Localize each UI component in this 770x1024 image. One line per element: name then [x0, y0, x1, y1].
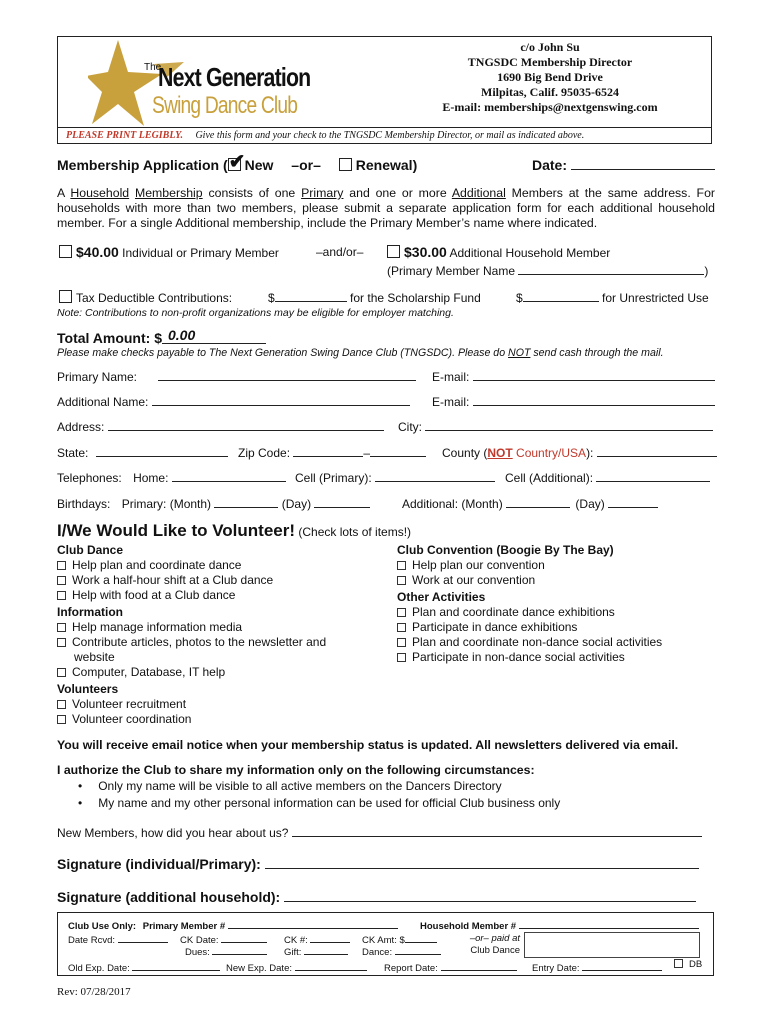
household-text: A — [57, 186, 71, 200]
new-checkbox[interactable] — [228, 151, 246, 173]
revision-date: Rev: 07/28/2017 — [57, 986, 131, 998]
ck-amt-input[interactable] — [405, 933, 437, 943]
checkbox[interactable] — [397, 638, 406, 647]
additional-name-field — [57, 394, 410, 409]
club-dance-label: Club Dance — [470, 945, 520, 956]
dance — [362, 945, 441, 958]
birthdays-field — [57, 496, 370, 511]
checkbox[interactable] — [57, 715, 66, 724]
email-notice: You will receive email notice when your membership status is updated. All newsletters delivered via email. — [57, 738, 679, 752]
dues-label: Dues: — [185, 947, 210, 958]
report-date-input[interactable] — [441, 961, 517, 971]
scholarship-label: for the Scholarship Fund — [350, 291, 481, 305]
item-label: Volunteer coordination — [72, 712, 192, 726]
home-label: Home: — [133, 471, 169, 485]
additional-fee-checkbox[interactable] — [387, 245, 400, 258]
authorize-text: I authorize the Club to share my information only on the following circumstances: — [57, 763, 535, 777]
authorize-bullet — [78, 796, 560, 810]
checkbox[interactable] — [397, 561, 406, 570]
checkbox[interactable] — [57, 668, 66, 677]
checkbox[interactable] — [397, 623, 406, 632]
old-exp-input[interactable] — [132, 961, 220, 971]
additional-birthday-field — [402, 496, 658, 511]
item-label: Work at our convention — [412, 573, 536, 587]
primary-fee-checkbox[interactable] — [59, 245, 72, 258]
additional-name-label: Additional Name: — [57, 395, 149, 409]
primary-email-input[interactable] — [473, 369, 715, 381]
bullet-text: My name and my other personal information can be used for official Club business only — [98, 796, 561, 810]
household-paragraph — [57, 186, 715, 231]
checkmark-icon: ✔ — [228, 151, 246, 173]
paid-at-club — [456, 933, 520, 957]
primary-email-field — [432, 369, 715, 384]
list-item[interactable] — [57, 620, 357, 635]
additional-day-input[interactable] — [608, 496, 658, 508]
household-text: Members at the same address. For households with more than two members, please submit a separate application form for each additional household member. For a single Additional membership, include the Primary Member’s name where indicated. — [57, 186, 716, 230]
new-exp-label: New Exp. Date: — [226, 963, 292, 974]
primary-fee-label: Individual or Primary Member — [122, 246, 279, 260]
new-exp — [226, 961, 367, 974]
total-amount — [57, 327, 266, 347]
date-rcvd — [68, 933, 168, 946]
state-label: State: — [57, 446, 89, 460]
primary-month-input[interactable] — [214, 496, 278, 508]
mailing-address — [420, 40, 680, 115]
item-label: Participate in dance exhibitions — [412, 620, 578, 634]
list-item[interactable] — [57, 665, 357, 680]
signature-additional — [57, 889, 696, 905]
list-item[interactable] — [397, 635, 717, 650]
new-exp-input[interactable] — [295, 961, 367, 971]
club-use-label: Club Use Only: — [68, 921, 137, 932]
cell-primary-label: Cell (Primary): — [295, 471, 372, 485]
report-date — [384, 961, 517, 974]
item-label: Volunteer recruitment — [72, 697, 187, 711]
additional-email-field — [432, 394, 715, 409]
signature-primary-label: Signature (individual/Primary): — [57, 856, 261, 872]
cell-additional-input[interactable] — [596, 470, 710, 482]
telephones-label: Telephones: — [57, 471, 122, 485]
tax-contributions — [59, 290, 232, 305]
bullet-icon: • — [78, 779, 83, 793]
how-hear-field — [57, 825, 702, 840]
primary-member-name-input[interactable] — [518, 263, 704, 275]
primary-member-name-label: (Primary Member Name — [387, 264, 516, 278]
header-divider — [57, 127, 712, 128]
list-item[interactable] — [397, 558, 717, 573]
primary-name-field — [57, 369, 416, 384]
ck-num-label: CK #: — [284, 935, 308, 946]
ck-date-label: CK Date: — [180, 935, 219, 946]
db-checkbox[interactable] — [674, 959, 683, 968]
paid-at-box[interactable] — [524, 932, 700, 958]
item-label: Work a half-hour shift at a Club dance — [72, 573, 274, 587]
additional-price: $30.00 — [404, 244, 447, 260]
state-field — [57, 445, 228, 460]
address-input[interactable] — [108, 419, 384, 431]
report-date-label: Report Date: — [384, 963, 438, 974]
additional-email-input[interactable] — [473, 394, 715, 406]
list-item[interactable] — [57, 558, 357, 573]
volunteer-heading — [57, 521, 411, 541]
or-label: –or– — [291, 157, 321, 173]
list-item[interactable] — [57, 588, 357, 603]
primary-member-name — [387, 263, 708, 278]
checkbox[interactable] — [57, 561, 66, 570]
club-use-row — [68, 919, 398, 932]
dollar-sign: $ — [516, 291, 523, 305]
list-item[interactable] — [57, 635, 364, 665]
address-field — [57, 419, 384, 434]
convention-heading: Club Convention (Boogie By The Bay) — [397, 543, 614, 557]
logo — [88, 38, 338, 130]
scholarship-field — [268, 290, 481, 305]
date-input[interactable] — [571, 158, 715, 170]
entry-date-input[interactable] — [582, 961, 662, 971]
membership-word: Membership — [134, 186, 203, 200]
old-exp — [68, 961, 220, 974]
tax-label: Tax Deductible Contributions: — [76, 291, 233, 305]
county-field — [442, 445, 717, 460]
volunteer-left-column — [57, 543, 357, 727]
dance-input[interactable] — [395, 945, 441, 955]
volunteer-subtitle: (Check lots of items!) — [298, 525, 412, 539]
total-label: Total Amount: $ — [57, 330, 162, 346]
print-legibly: PLEASE PRINT LEGIBLY. — [66, 130, 183, 141]
household-member-label: Household Member # — [420, 921, 517, 932]
authorize-bullet — [78, 779, 502, 793]
primary-member-input[interactable] — [228, 919, 398, 929]
cell-additional-label: Cell (Additional): — [505, 471, 594, 485]
signature-primary — [57, 856, 699, 872]
logo-line2: Swing Dance Club — [152, 92, 298, 119]
gift-label: Gift: — [284, 947, 302, 958]
city-label: City: — [398, 420, 422, 434]
how-hear-label: New Members, how did you hear about us? — [57, 826, 289, 840]
checks-note — [57, 347, 664, 359]
item-label: Computer, Database, IT help — [72, 665, 226, 679]
checkbox[interactable] — [397, 653, 406, 662]
list-item[interactable] — [397, 650, 717, 665]
unrestricted-input[interactable] — [523, 290, 599, 302]
new-label: New — [244, 157, 274, 173]
checkbox[interactable] — [57, 576, 66, 585]
dollar-sign: $ — [268, 291, 275, 305]
zip-ext-input[interactable] — [370, 445, 426, 457]
list-item[interactable] — [397, 573, 717, 588]
or-paid-label: –or– paid at — [469, 933, 520, 944]
checkbox[interactable] — [57, 700, 66, 709]
item-label: Help plan and coordinate dance — [72, 558, 242, 572]
logo-line1: Next Generation — [158, 62, 311, 92]
close-paren: ) — [704, 264, 709, 278]
instructions: Give this form and your check to the TNGSDC Membership Director, or mail as indicated above. — [195, 130, 585, 141]
ck-num-input[interactable] — [310, 933, 350, 943]
date-rcvd-label: Date Rcvd: — [68, 935, 115, 946]
list-item[interactable] — [397, 605, 717, 620]
address-line: c/o John Su — [520, 40, 580, 54]
additional-fee — [387, 244, 610, 260]
item-label: Help manage information media — [72, 620, 243, 634]
day-label: (Day) — [281, 497, 312, 511]
household-word: Household — [70, 186, 130, 200]
date-label: Date: — [532, 157, 568, 173]
checkbox[interactable] — [57, 623, 66, 632]
title-text: Membership Application ( — [57, 157, 228, 173]
address-line: 1690 Big Bend Drive — [497, 70, 603, 84]
telephones-field — [57, 470, 286, 485]
gift — [284, 945, 348, 958]
dance-label: Dance: — [362, 947, 393, 958]
club-use-box — [57, 912, 714, 976]
db-label: DB — [689, 959, 703, 970]
print-instructions — [66, 130, 584, 141]
club-dance-heading: Club Dance — [57, 543, 124, 557]
primary-price: $40.00 — [76, 244, 119, 260]
dues — [185, 945, 267, 958]
application-title — [57, 151, 418, 173]
ck-date-input[interactable] — [221, 933, 267, 943]
zip-label: Zip Code: — [238, 446, 291, 460]
county-country: Country/USA — [512, 446, 587, 460]
additional-fee-label: Additional Household Member — [449, 246, 611, 260]
household-text: consists of one — [202, 186, 302, 200]
old-exp-label: Old Exp. Date: — [68, 963, 130, 974]
bullet-icon: • — [78, 796, 83, 810]
db-field — [674, 959, 702, 970]
entry-date-label: Entry Date: — [532, 963, 580, 974]
total-value[interactable]: 0.00 — [162, 327, 266, 344]
email-label: E-mail: — [432, 370, 470, 384]
additional-month-label: Additional: (Month) — [402, 497, 503, 511]
checkbox[interactable] — [57, 591, 66, 600]
item-label: Help with food at a Club dance — [72, 588, 236, 602]
item-label: Help plan our convention — [412, 558, 545, 572]
signature-primary-input[interactable] — [265, 857, 699, 869]
cell-additional-field — [505, 470, 710, 485]
item-label: Contribute articles, photos to the newsletter and website — [72, 635, 327, 664]
gift-input[interactable] — [304, 945, 348, 955]
information-heading: Information — [57, 605, 123, 619]
primary-month-label: Primary: (Month) — [121, 497, 212, 511]
household-member-input[interactable] — [519, 919, 699, 929]
volunteer-title: I/We Would Like to Volunteer! — [57, 521, 296, 540]
unrestricted-label: for Unrestricted Use — [602, 291, 709, 305]
primary-name-label: Primary Name: — [57, 370, 138, 384]
employer-note: Note: Contributions to non-profit organizations may be eligible for employer matching. — [57, 307, 454, 319]
checks-text: Please make checks payable to The Next Generation Swing Dance Club (TNGSDC). Please do — [57, 347, 509, 359]
zip-dash: – — [363, 446, 371, 460]
additional-name-input[interactable] — [152, 394, 410, 406]
dues-input[interactable] — [212, 945, 267, 955]
state-input[interactable] — [96, 445, 228, 457]
item-label: Plan and coordinate dance exhibitions — [412, 605, 615, 619]
ck-amt-label: CK Amt: $ — [362, 935, 405, 946]
signature-additional-input[interactable] — [284, 890, 696, 902]
email-label: E-mail: — [432, 395, 470, 409]
county-label-end: ): — [586, 446, 594, 460]
how-hear-input[interactable] — [292, 825, 702, 837]
tax-checkbox[interactable] — [59, 290, 72, 303]
birthdays-label: Birthdays: — [57, 497, 111, 511]
checkbox[interactable] — [397, 608, 406, 617]
list-item[interactable] — [57, 697, 357, 712]
renewal-checkbox[interactable] — [339, 158, 352, 171]
home-phone-input[interactable] — [172, 470, 286, 482]
checks-not: NOT — [508, 347, 531, 359]
checkbox[interactable] — [57, 638, 66, 647]
county-label: County ( — [442, 446, 488, 460]
primary-member-label: Primary Member # — [142, 921, 226, 932]
renewal-label: Renewal) — [355, 157, 418, 173]
scholarship-input[interactable] — [275, 290, 347, 302]
entry-date — [532, 961, 662, 974]
signature-additional-label: Signature (additional household): — [57, 889, 281, 905]
additional-month-input[interactable] — [506, 496, 570, 508]
other-activities-heading: Other Activities — [397, 590, 486, 604]
city-input[interactable] — [425, 419, 713, 431]
county-input[interactable] — [597, 445, 717, 457]
address-line: TNGSDC Membership Director — [467, 55, 633, 69]
volunteers-heading: Volunteers — [57, 682, 119, 696]
day-label: (Day) — [575, 497, 605, 511]
cell-primary-input[interactable] — [375, 470, 495, 482]
item-label: Participate in non-dance social activities — [412, 650, 625, 664]
city-field — [398, 419, 713, 434]
bullet-text: Only my name will be visible to all active members on the Dancers Directory — [98, 779, 502, 793]
checks-text: send cash through the mail. — [530, 347, 664, 359]
date-field — [532, 157, 715, 173]
volunteer-right-column — [397, 543, 717, 665]
date-rcvd-input[interactable] — [118, 933, 168, 943]
primary-day-input[interactable] — [314, 496, 370, 508]
county-not: NOT — [487, 446, 513, 460]
unrestricted-field — [516, 290, 709, 305]
logo-the: The — [144, 62, 162, 73]
primary-name-input[interactable] — [158, 369, 416, 381]
primary-word: Primary — [301, 186, 344, 200]
item-label: Plan and coordinate non-dance social activities — [412, 635, 663, 649]
cell-primary-field — [295, 470, 495, 485]
household-text: and one or more — [343, 186, 452, 200]
zip-field — [238, 445, 426, 460]
list-item[interactable] — [57, 712, 357, 727]
additional-word: Additional — [451, 186, 506, 200]
checkbox[interactable] — [397, 576, 406, 585]
household-member — [420, 919, 699, 932]
andor-label: –and/or– — [316, 245, 364, 259]
address-label: Address: — [57, 420, 105, 434]
address-line: Milpitas, Calif. 95035-6524 — [481, 85, 619, 99]
zip-input[interactable] — [293, 445, 363, 457]
address-line: E-mail: memberships@nextgenswing.com — [442, 100, 658, 114]
list-item[interactable] — [57, 573, 357, 588]
primary-fee — [59, 244, 279, 260]
list-item[interactable] — [397, 620, 717, 635]
